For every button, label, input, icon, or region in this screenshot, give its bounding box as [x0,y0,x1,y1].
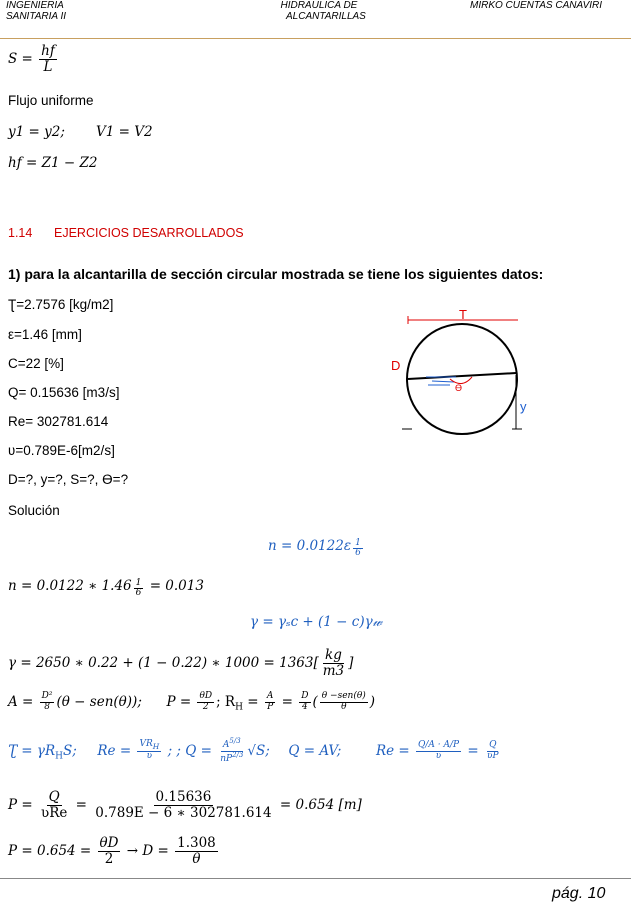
eq-pd-den2: θ [192,850,201,867]
label-theta: Ɵ [455,383,463,393]
header-center-line2: ALCANTARILLAS [286,11,366,22]
eq-pd-num: θD [99,835,119,851]
given-q: Q= 0.15636 [m3/s] [8,385,120,400]
section-title: EJERCICIOS DESARROLLADOS [54,226,244,240]
eq-pcalc-fraction [39,790,69,821]
eq-re2-num: Q/A · A/P [418,740,460,750]
eq-pcalc-num2: 0.15636 [155,789,212,805]
eq-rh2-num: D [301,691,309,701]
eq-re2-eq: = [467,742,479,759]
eq-area-fraction [40,692,55,713]
eq-pcalc-den: ʋRe [40,804,68,821]
eq-q-den-exp: 2/3 [232,750,244,759]
eq-pcalc-fraction2 [93,790,273,821]
flujo-uniforme-label: Flujo uniforme [8,93,94,108]
given-epsilon: ε=1.46 [mm] [8,327,82,342]
equation-slope [8,44,59,75]
eq-n-formula-exponent [353,539,363,560]
given-nu: ʋ=0.789E-6[m2/s] [8,443,115,458]
equation-geometry: A = $\frac{\text{D²}}{8}$ (θ − sen(θ)); P = $\frac{\theta D}{2}$ ; $R_H$ = $\frac{A}{P}$ = $\frac{D}{4}$ ( $\frac{\text{θ −sen(θ)}}{\theta}$ ) [8,691,376,713]
header-left [6,0,66,22]
equation-p-calc [8,790,362,821]
header-center-line1: HIDRAULICA DE [280,0,358,11]
label-t: T [459,307,467,322]
equation-gamma-calc [8,648,353,679]
eq-s-fraction [39,44,57,75]
eq-pcalc-den2: 0.789E − 6 ∗ 302781.614 [95,804,272,821]
eq-rh-den: P [267,701,274,712]
eq-n-formula-exp-num: 1 [355,537,361,548]
eq-re2-num2: Q [489,740,497,750]
water-surface-blue-2 [432,381,454,382]
eq-n-formula-lhs: n = 0.0122ε [268,538,352,554]
eq-pd-lhs: P = 0.654 = [8,842,92,859]
equation-n-calc [8,578,204,599]
solucion-label: Solución [8,503,60,518]
eq-q-num-exp: 5/3 [229,737,241,745]
eq-tau: Ʈ = γR [8,742,56,759]
equation-hf: hf = Z1 − Z2 [8,155,98,171]
eq-area-num: D² [41,691,53,701]
label-y: y [520,399,527,414]
eq-pd-den: 2 [104,850,114,867]
eq-re2-den2: ʋP [487,750,499,761]
eq-tau-rhs: S; [63,742,77,759]
eq-s-num: hf [41,43,55,59]
eq-s-den: L [43,58,53,75]
eq-re-fraction [137,740,161,762]
eq-n-calc-rhs: = 0.013 [149,578,204,594]
eq-re-num: VR [139,739,153,750]
eq-rh-num: A [266,691,274,701]
eq-q-rhs: √S; [247,742,270,759]
equation-p-d [8,836,220,867]
eq-rh-sub: H [235,702,243,713]
given-tau: Ʈ=2.7576 [kg/m2] [8,297,114,312]
eq-n-calc-exponent [134,579,144,600]
eq-area-rhs: (θ − sen(θ)); [56,693,142,710]
water-surface-chord [408,373,516,379]
eq-q-den: nP [220,753,233,764]
eq-perimeter-den: 2 [202,701,209,712]
eq-s-lhs: S = [8,50,33,67]
eq-q2: Q = AV; [288,742,342,759]
eq-gamma-calc-fraction [321,648,346,679]
eq-rh2-den: 4 [302,701,308,712]
eq-rh2-fraction [299,692,310,713]
given-unknowns: D=?, y=?, S=?, Ɵ=? [8,472,129,487]
equation-y: y1 = y2; [8,124,65,140]
label-d: D [391,358,401,373]
eq-gamma-calc-lhs: γ = 2650 ∗ 0.22 + (1 − 0.22) ∗ 1000 = 1363[ [8,654,319,671]
header-center [270,0,366,22]
eq-n-calc-exp-den: 6 [135,588,142,599]
footer-divider [0,878,631,879]
equation-n-formula [268,538,365,559]
eq-re-num-sub: H [152,742,160,752]
eq-pcalc-rhs: = 0.654 [m] [279,796,362,813]
eq-q-num: A [222,740,230,750]
circular-section-diagram [388,305,548,435]
eq-perimeter-num: θD [199,691,213,701]
eq-n-calc-exp-num: 1 [135,577,142,588]
section-number: 1.14 [8,226,33,240]
eq-re2-fraction2 [485,741,501,762]
eq-rh-eq2: = [281,693,293,710]
eq-pd-fraction2 [175,836,218,867]
eq-re2-den: ʋ [435,750,442,761]
eq-gamma-num: kg [325,647,342,663]
problem-title: 1) para la alcantarilla de sección circular mostrada se tiene los siguientes datos: [8,266,544,282]
eq-re2-fraction [416,741,461,762]
eq-pd-arrow: → D = [126,842,169,859]
eq-pcalc-lhs: P = [8,796,33,813]
eq-perimeter-lhs: P = [166,693,192,710]
eq-re-lhs: Re = [97,742,132,759]
page-number: pág. 10 [552,885,606,902]
eq-n-calc-lhs: n = 0.0122 ∗ 1.46 [8,578,132,594]
eq-q-fraction [218,738,245,765]
eq-n-formula-exp-den: 6 [355,548,361,559]
eq-rh3-num: θ −sen(θ) [321,691,366,701]
eq-gamma-den: m3 [322,662,345,679]
eq-re-den: ʋ [146,751,153,762]
header-left-line2: SANITARIA II [6,11,67,22]
equation-gamma-formula: γ = γₛc + (1 − c)γ𝓌 [250,614,383,630]
eq-re2-lhs: Re = [375,742,410,759]
eq-rh-lhs: ; R [216,693,236,710]
eq-rh3-fraction [320,692,368,713]
eq-perimeter-fraction [197,692,214,713]
eq-pcalc-eq: = [75,796,87,813]
eq-rh-eq: = [247,693,259,710]
eq-rh-fraction [265,692,276,713]
eq-q-lhs: ; ; Q = [167,742,212,759]
eq-gamma-calc-rhs: ] [348,654,354,671]
given-c: C=22 [%] [8,356,64,371]
eq-area-lhs: A = [8,693,34,710]
header-divider [0,38,631,39]
eq-tau-sub: H [55,751,63,762]
eq-pd-num2: 1.308 [177,835,216,851]
eq-rh3-den: θ [341,701,347,712]
eq-pd-fraction [98,836,121,867]
header-right: MIRKO CUENTAS CANAVIRI [470,0,603,11]
eq-area-den: 8 [44,701,50,712]
equation-hydraulic-set [8,738,503,765]
equation-v: V1 = V2 [96,124,153,140]
header-left-line1: INGENIERIA [6,0,64,11]
eq-pcalc-num: Q [48,789,60,805]
given-re: Re= 302781.614 [8,414,109,429]
